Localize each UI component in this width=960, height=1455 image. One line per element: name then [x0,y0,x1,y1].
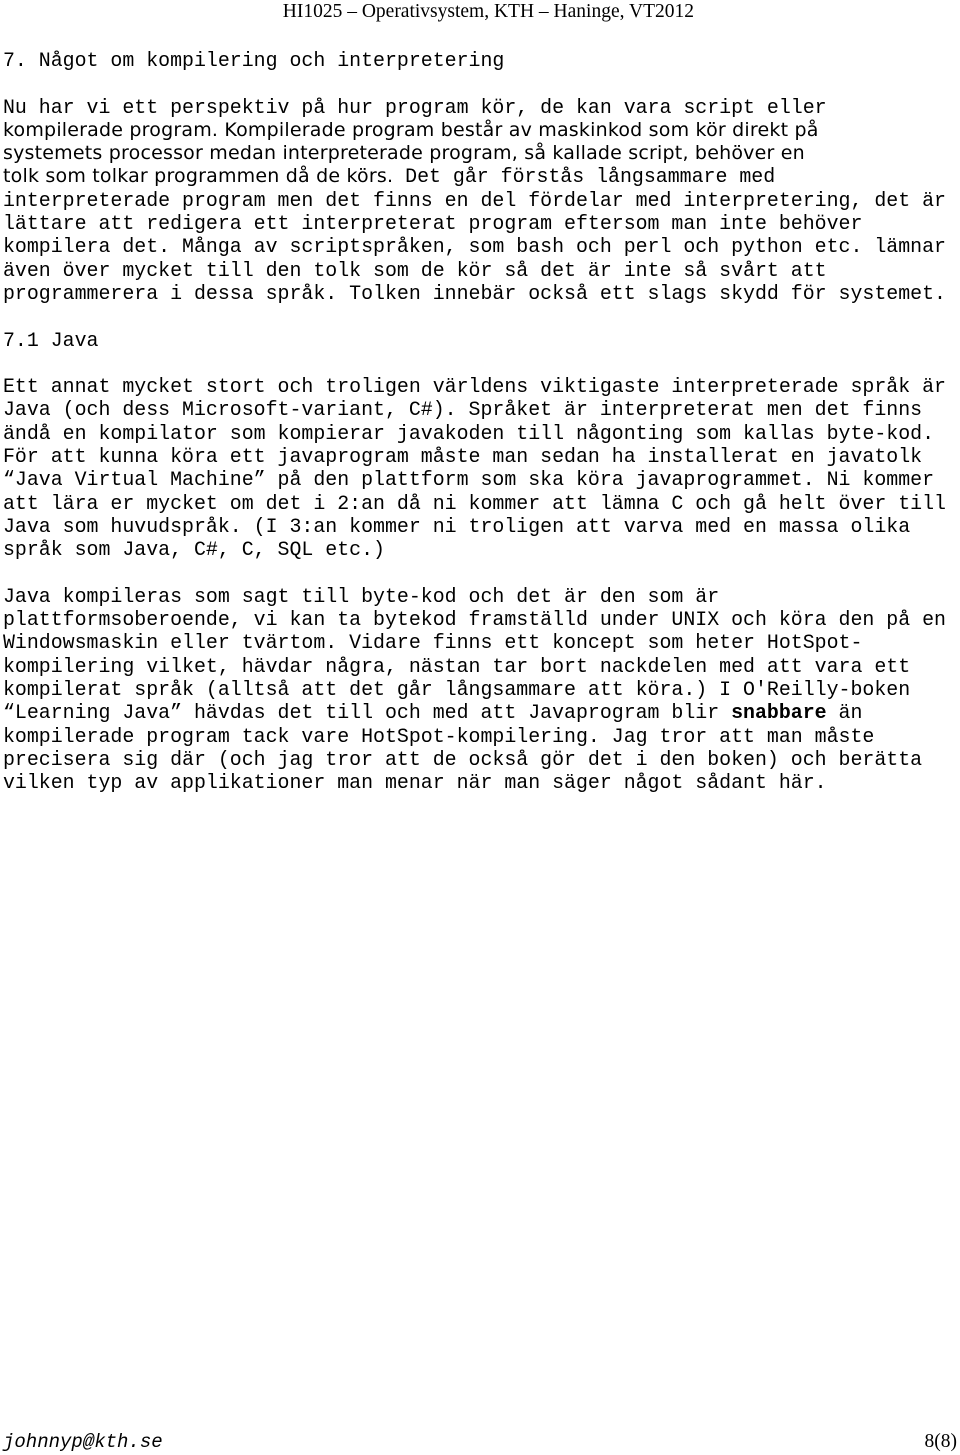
section-heading-7-1: 7.1 Java [3,328,99,352]
paragraph-line: Nu har vi ett perspektiv på hur program kör, de kan vara script eller [3,95,827,119]
footer-email-link[interactable]: johnnyp@kth.se [3,1431,163,1453]
bold-emphasis: snabbare [731,701,827,725]
page-header: HI1025 – Operativsystem, KTH – Haninge, VT2012 [282,1,694,22]
footer-page-number: 8(8) [924,1431,957,1452]
paragraph-sans-segment: kompilerade program. Kompilerade program består av maskinkod som kör direkt på systemets processor medan interpreterade program, så kallade script, behöver en tolk som tolkar programmen då de körs. [3,118,819,188]
paragraph-section-7 [3,96,957,306]
document-body [3,49,957,818]
section-heading-7: 7. Något om kompilering och interpretering [3,49,505,72]
paragraph-text: Java kompileras som sagt till byte-kod och det är den som är plattformsoberoende, vi kan ta bytekod framställd under UNIX och köra den på en Windowsmaskin eller tvärtom. Vidare finns ett koncept som heter HotSpot- kompilering vilket, hävdar några, nästan tar bort nackdelen med att vara ett kompilerat språk (alltså att det går långsammare att köra.) I O'Reilly-boken “Learning Java” hävdas det till och med att Javaprogram blir [3,584,946,725]
paragraph-java-1: Ett annat mycket stort och troligen världens viktigaste interpreterade språk är Java (och dess Microsoft-variant, C#). Språket är interpreterat men det finns ändå en kompilator som kompierar javakoden till någonting som kallas byte-kod. För att kunna köra ett javaprogram måste man sedan ha installerat en javatolk “Java Virtual Machine” på den plattform som ska köra javaprogrammet. Ni kommer att lära er mycket om det i 2:an då ni kommer att lämna C och gå helt över till Java som huvudspråk. (I 3:an kommer ni troligen att varva med en massa olika språk som Java, C#, C, SQL etc.) [3,375,946,562]
paragraph-java-2 [3,585,957,795]
paragraph-rest: Det går förstås långsammare med interpreterade program men det finns en del fördelar med interpretering, det är lättare att redigera ett interpreterat program eftersom man inte behöver kompilera det. Många av scriptspråken, som bash och perl och python etc. lämnar även över mycket till den tolk som de kör så det är inte så svårt att programmerera i dessa språk. Tolken innebär också ett slags skydd för systemet. [3,165,946,305]
paragraph-text: än kompilerade program tack vare HotSpot-kompilering. Jag tror att man måste precisera sig där (och jag tror att de också gör det i den boken) och berätta vilken typ av applikationer man menar när man säger något sådant här. [3,701,923,795]
